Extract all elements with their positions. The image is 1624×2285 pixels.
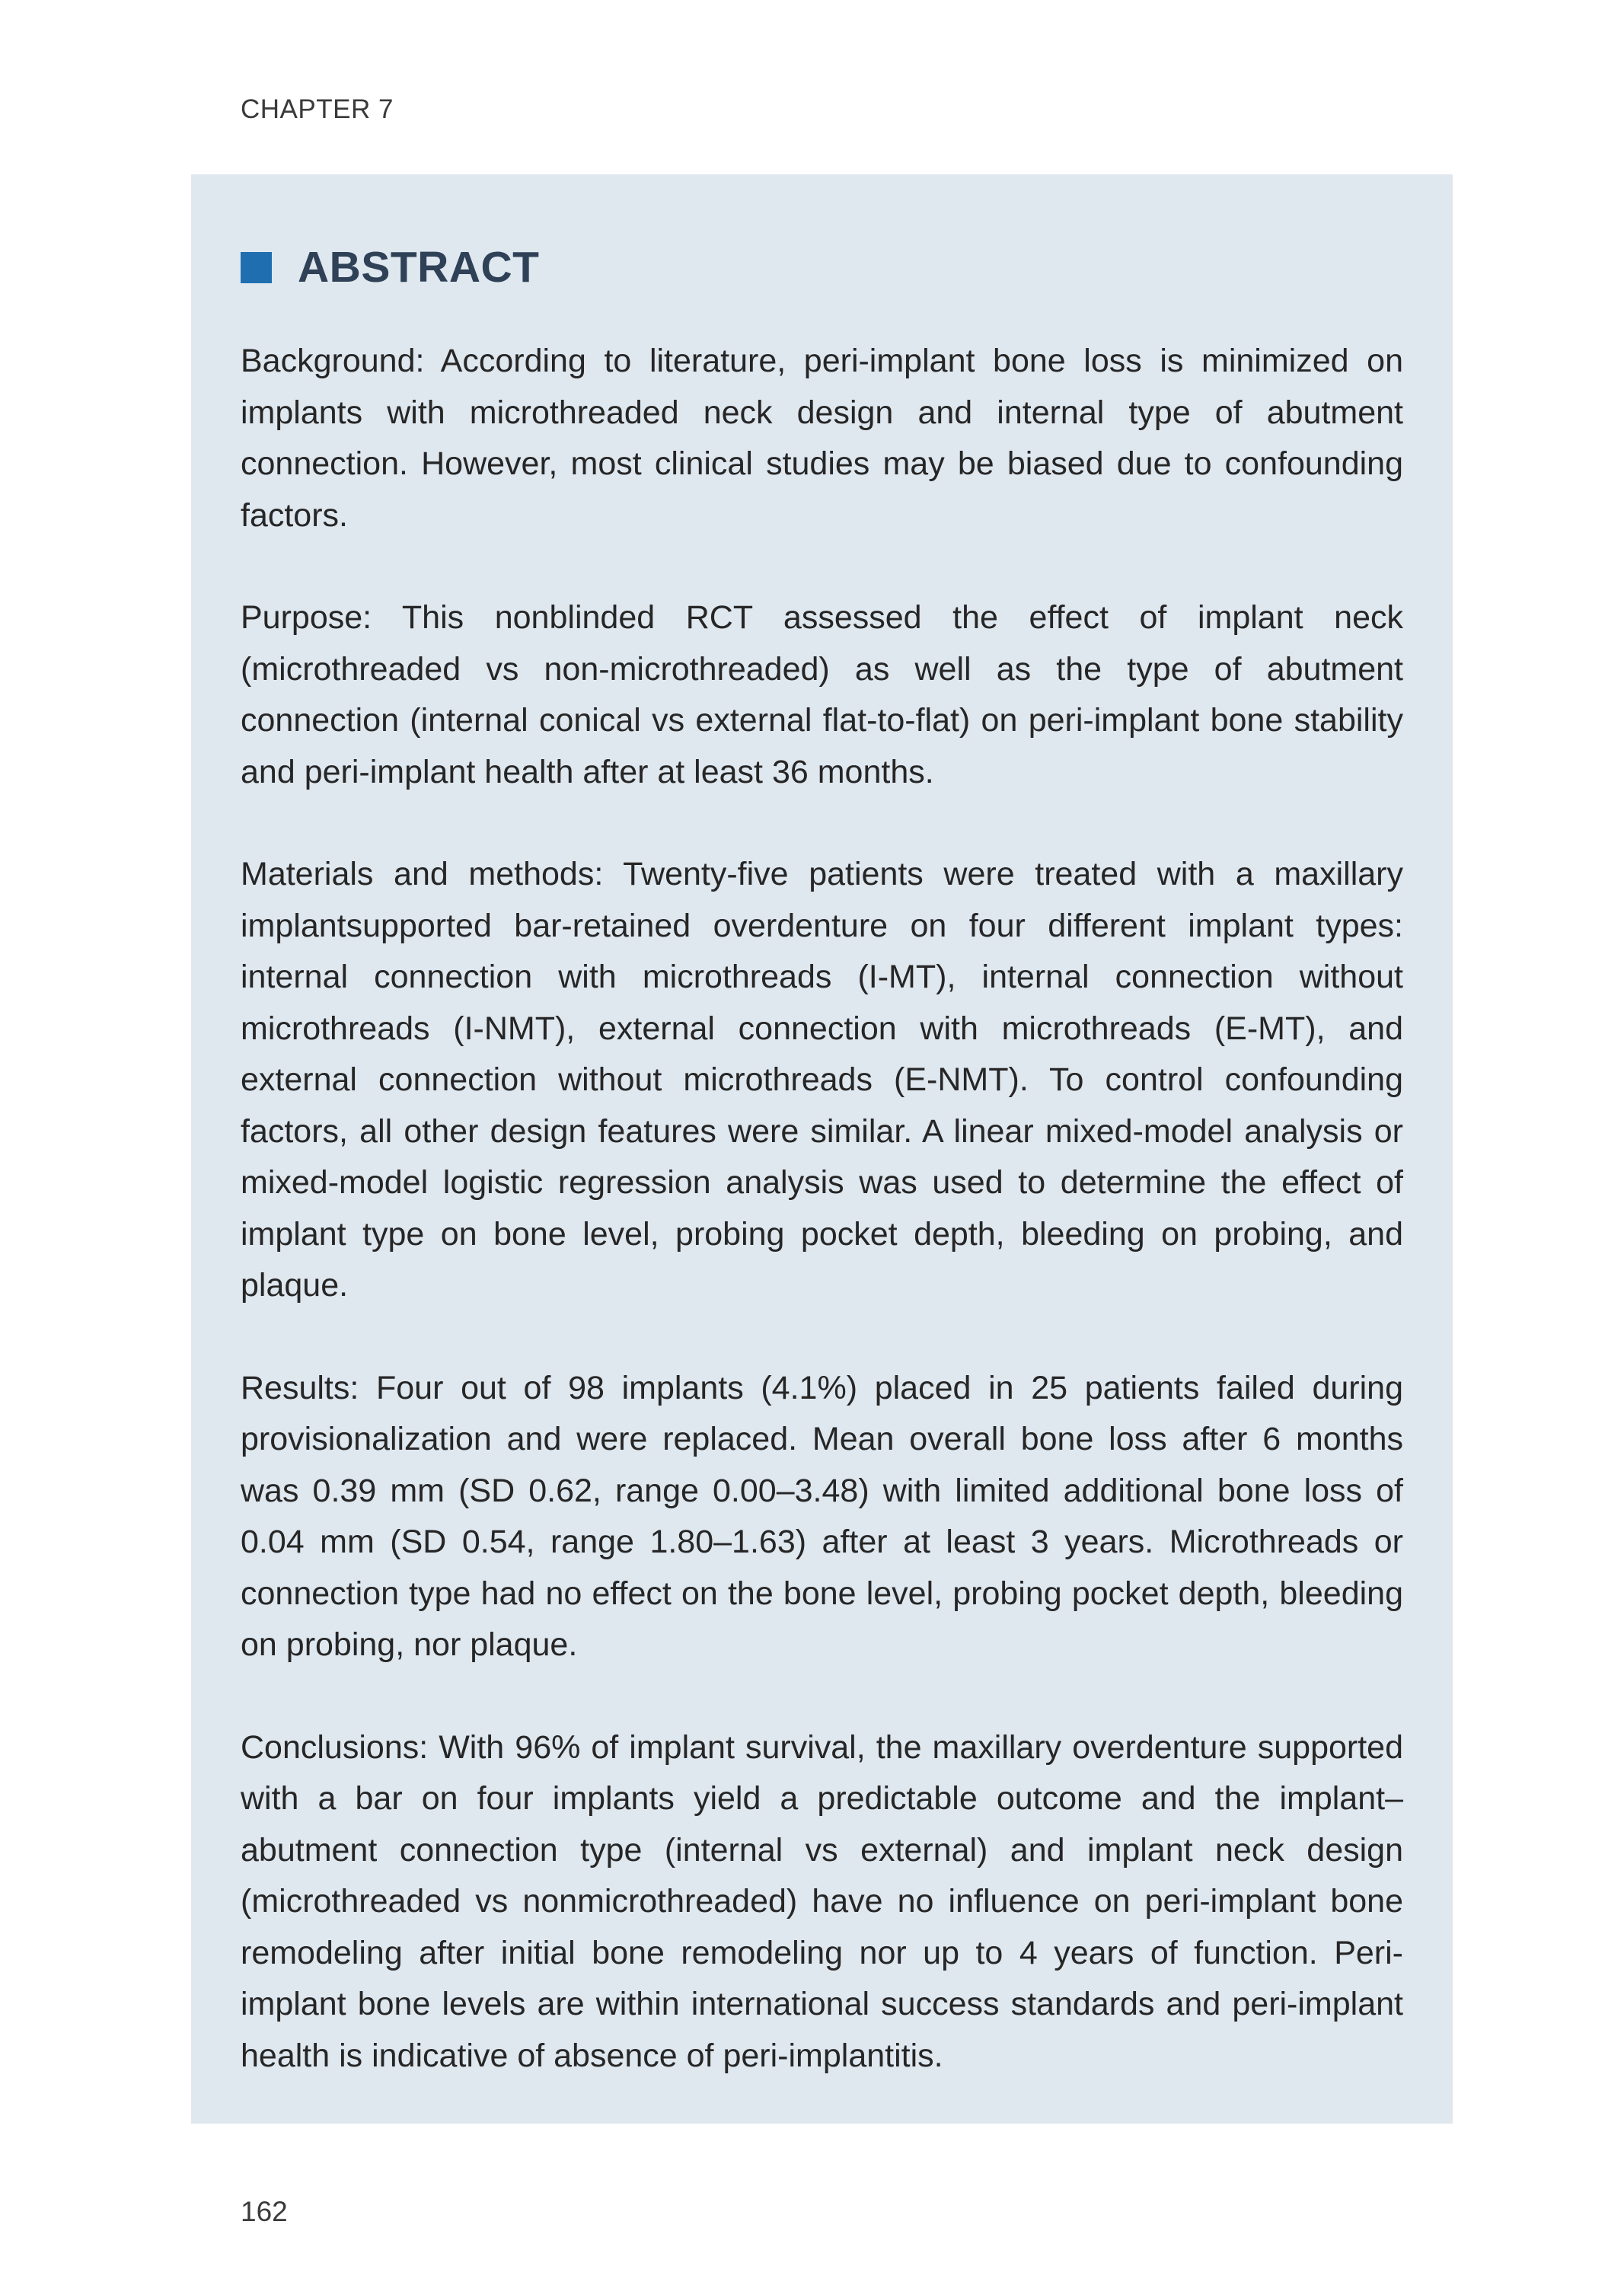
abstract-box [191,174,1453,2124]
abstract-methods: Materials and methods: Twenty-five patients were treated with a maxillary implantsupported bar-retained overdenture on four different implant types: internal connection with microthreads (I-MT), internal connection without microthreads (I-NMT), external connection with microthreads (E-MT), and external connection without microthreads (E-NMT). To control confounding factors, all other design features were similar. A linear mixed-model analysis or mixed-model logistic regression analysis was used to determine the effect of implant type on bone level, probing pocket depth, bleeding on probing, and plaque. [241,856,1403,1304]
abstract-conclusions: Conclusions: With 96% of implant survival, the maxillary overdenture supported with a bar on four implants yield a predictable outcome and the implant–abutment connection type (internal vs external) and implant neck design (microthreaded vs nonmicrothreaded) have no influence on peri-implant bone remodeling after initial bone remodeling nor up to 4 years of function. Peri-implant bone levels are within international success standards and peri-implant health is indicative of absence of peri-implantitis. [241,1728,1403,2074]
abstract-heading [241,237,1403,298]
running-head: CHAPTER 7 [241,94,394,124]
abstract-purpose: Purpose: This nonblinded RCT assessed the effect of implant neck (microthreaded vs non-microthreaded) as well as the type of abutment connection (internal conical vs external flat-to-flat) on peri-implant bone stability and peri-implant health after at least 36 months. [241,599,1403,790]
heading-square-icon [241,252,272,283]
abstract-title: ABSTRACT [298,243,540,292]
page-number: 162 [241,2196,288,2227]
abstract-background: Background: According to literature, peri-implant bone loss is minimized on implants with microthreaded neck design and internal type of abutment connection. However, most clinical studies may be biased due to confounding factors. [241,343,1403,534]
abstract-results: Results: Four out of 98 implants (4.1%) placed in 25 patients failed during provisionalization and were replaced. Mean overall bone loss after 6 months was 0.39 mm (SD 0.62, range 0.00–3.48) with limited additional bone loss of 0.04 mm (SD 0.54, range 1.80–1.63) after at least 3 years. Microthreads or connection type had no effect on the bone level, probing pocket depth, bleeding on probing, nor plaque. [241,1369,1403,1663]
